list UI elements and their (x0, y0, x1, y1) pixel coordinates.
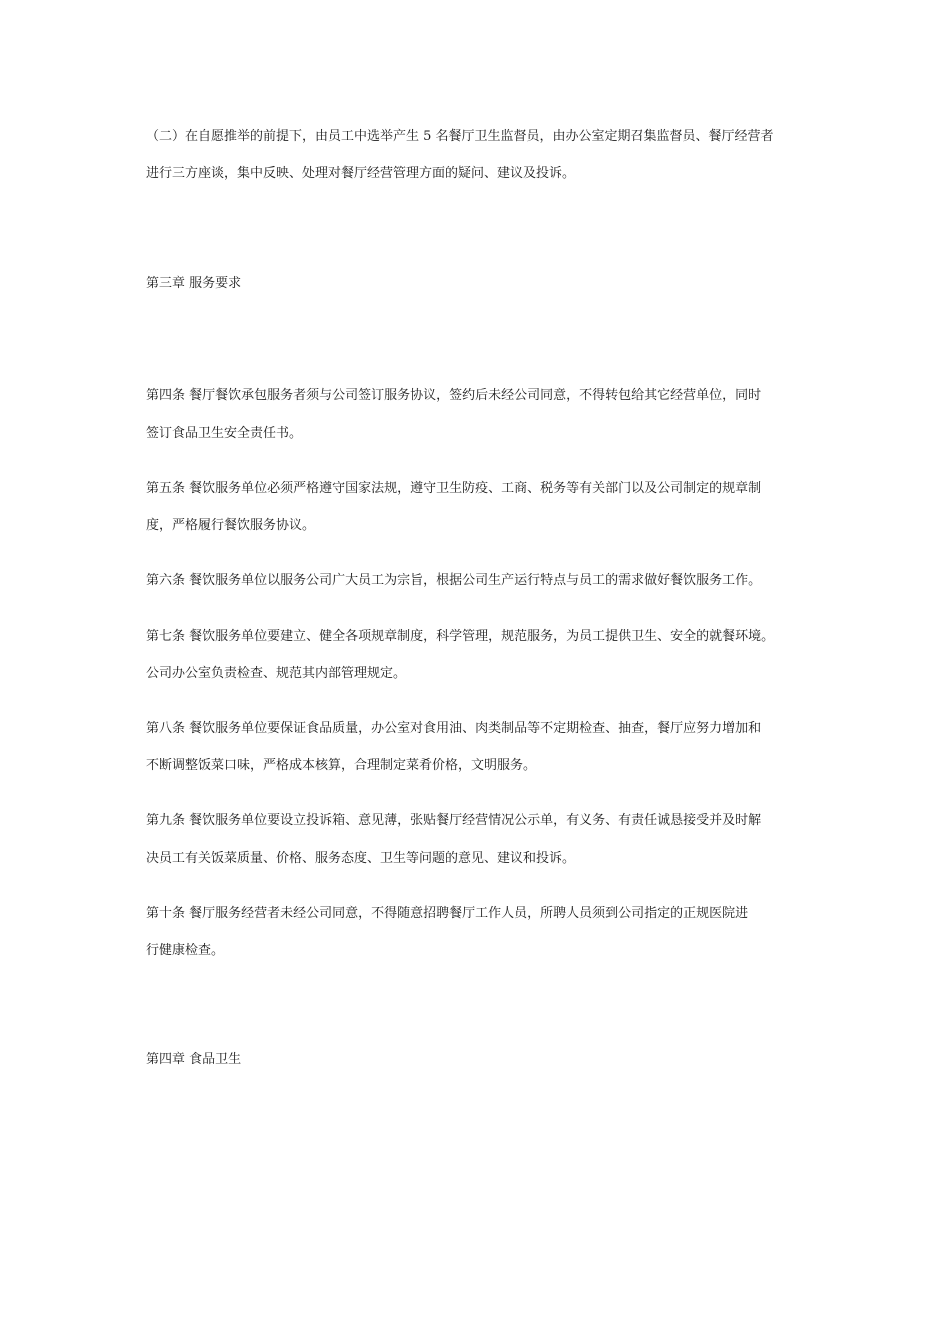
paragraph-line: 第十条 餐厅服务经营者未经公司同意，不得随意招聘餐厅工作人员，所聘人员须到公司指定的正规医院进 (146, 906, 749, 921)
paragraph-line: 第四条 餐厅餐饮承包服务者须与公司签订服务协议，签约后未经公司同意，不得转包给其它经营单位，同时 (146, 388, 762, 403)
paragraph-line: 公司办公室负责检查、规范其内部管理规定。 (146, 666, 407, 681)
paragraph-line: 度，严格履行餐饮服务协议。 (146, 518, 316, 533)
paragraph-line: 行健康检查。 (146, 943, 225, 958)
paragraph-line: 第六条 餐饮服务单位以服务公司广大员工为宗旨，根据公司生产运行特点与员工的需求做好餐饮服务工作。 (146, 573, 762, 588)
paragraph-line: 第七条 餐饮服务单位要建立、健全各项规章制度，科学管理，规范服务，为员工提供卫生、安全的就餐环境。 (146, 629, 775, 644)
paragraph-line: 不断调整饭菜口味，严格成本核算，合理制定菜肴价格，文明服务。 (146, 758, 537, 773)
paragraph-line: 第九条 餐饮服务单位要设立投诉箱、意见薄，张贴餐厅经营情况公示单，有义务、有责任诚恳接受并及时解 (146, 813, 762, 828)
paragraph-line: 第八条 餐饮服务单位要保证食品质量，办公室对食用油、肉类制品等不定期检查、抽查，餐厅应努力增加和 (146, 721, 762, 736)
paragraph-line: 进行三方座谈，集中反映、处理对餐厅经营管理方面的疑问、建议及投诉。 (146, 166, 576, 181)
chapter-heading: 第四章 食品卫生 (146, 1052, 242, 1067)
paragraph-line: （二）在自愿推举的前提下，由员工中选举产生 5 名餐厅卫生监督员，由办公室定期召集监督员、餐厅经营者 (146, 129, 774, 144)
paragraph-line: 签订食品卫生安全责任书。 (146, 426, 303, 441)
paragraph-line: 第五条 餐饮服务单位必须严格遵守国家法规，遵守卫生防疫、工商、税务等有关部门以及公司制定的规章制 (146, 481, 762, 496)
paragraph-line: 决员工有关饭菜质量、价格、服务态度、卫生等问题的意见、建议和投诉。 (146, 851, 576, 866)
chapter-heading: 第三章 服务要求 (146, 276, 242, 291)
